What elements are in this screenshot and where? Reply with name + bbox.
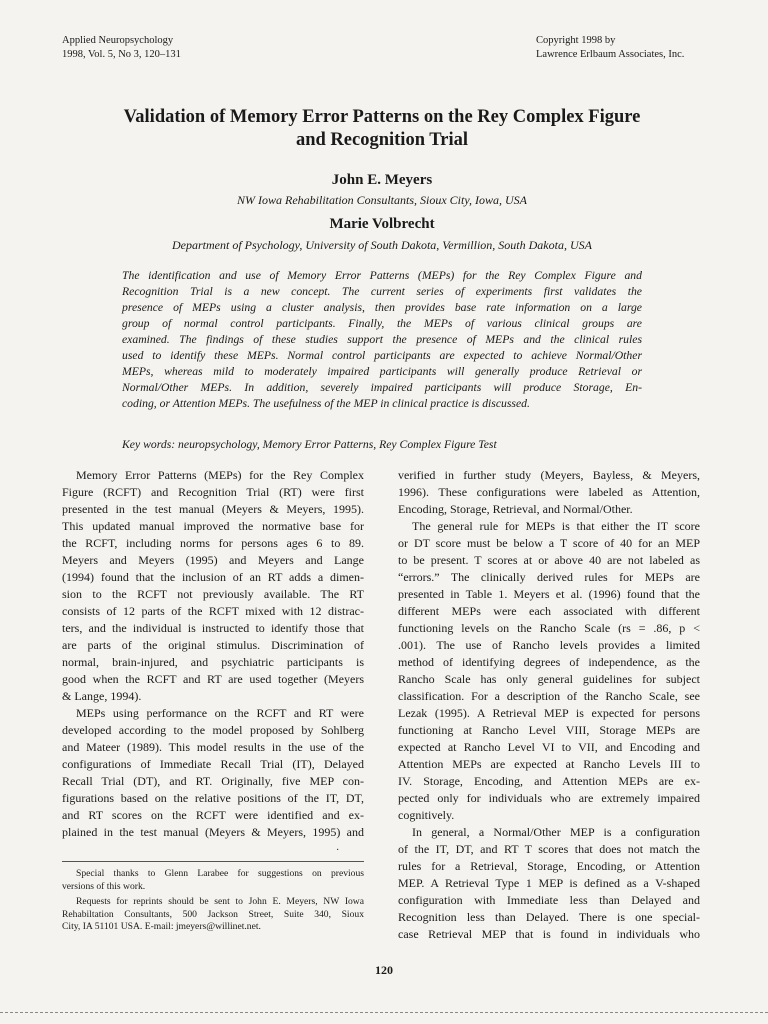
body-line: ters, and the individual is instructed to identify those that xyxy=(62,621,364,635)
stray-mark: · xyxy=(336,845,340,856)
footnotes xyxy=(62,868,364,934)
body-line: pected only for individuals who are extremely impaired xyxy=(398,791,700,805)
body-line: and Mateer (1989). This model results in the use of the xyxy=(62,740,364,754)
body-line: are parts of the original stimulus. Discrimination of xyxy=(62,638,364,652)
journal-name: Applied Neuropsychology xyxy=(62,35,174,46)
body-line: In general, a Normal/Other MEP is a configuration xyxy=(412,825,700,839)
page-number: 120 xyxy=(375,963,393,977)
journal-header-left xyxy=(62,34,181,62)
abstract-line: The identification and use of Memory Error Patterns (MEPs) for the Rey Complex Figure and xyxy=(122,269,642,282)
body-line: presented in the test manual (Meyers & Meyers, 1995). xyxy=(62,502,364,516)
body-line: cognitively. xyxy=(398,808,455,822)
abstract-line: MEPs, whereas mild to moderately impaired participants will generally produce Retrieval or xyxy=(122,365,642,378)
body-line: consists of 12 parts of the RCFT mixed with 12 distrac- xyxy=(62,604,364,618)
title-line-2: and Recognition Trial xyxy=(295,130,468,150)
body-line: MEP. A Retrieval Type 1 MEP is defined as a V-shaped xyxy=(398,876,700,890)
body-line: MEPs using performance on the RCFT and RT were xyxy=(76,706,364,720)
abstract-line: Normal/Other MEPs. In addition, severely impaired participants will produce Storage, En- xyxy=(122,381,642,394)
body-line: presented in Table 1. Meyers et al. (1996) found that the xyxy=(398,587,700,601)
scan-edge-line xyxy=(0,1012,768,1013)
body-line: developed according to the model proposed by Sohlberg xyxy=(62,723,364,737)
body-column-left xyxy=(62,467,364,841)
body-line: the RCFT, including norms for persons ages 6 to 89. xyxy=(62,536,364,550)
body-line: good when the RCFT and RT are used together (Meyers xyxy=(62,672,364,686)
abstract-line: Recognition Trial is a new concept. The current series of experiments first validates the xyxy=(122,285,642,298)
body-line: expected at Rancho Level VI to VII, and Encoding and xyxy=(398,740,700,754)
body-line: Recall Trial (DT), and RT. Originally, five MEP con- xyxy=(62,774,364,788)
body-line: & Lange, 1994). xyxy=(62,689,142,703)
abstract-line: group of normal control participants. Finally, the MEPs of various clinical groups are xyxy=(122,317,642,330)
body-line: verified in further study (Meyers, Bayless, & Meyers, xyxy=(398,468,700,482)
author-name-2: Marie Volbrecht xyxy=(329,216,435,232)
body-line: or DT score must be below a T score of 40 for an MEP xyxy=(398,536,700,550)
body-line: Memory Error Patterns (MEPs) for the Rey Complex xyxy=(76,468,364,482)
copyright-line: Copyright 1998 by xyxy=(536,35,616,46)
body-line: configurations of Immediate Recall Trial (IT), Delayed xyxy=(62,757,364,771)
body-line: to be present. T scores at or above 40 are not labeled as xyxy=(398,553,700,567)
body-line: normal, brain-injured, and psychiatric participants is xyxy=(62,655,364,669)
body-line: plained in the test manual (Meyers & Meyers, 1995) and xyxy=(62,825,364,839)
author-name-1: John E. Meyers xyxy=(331,172,433,188)
body-line: sion to the RCFT not previously available. The RT xyxy=(62,587,364,601)
body-line: (1994) found that the inclusion of an RT adds a dimen- xyxy=(62,570,364,584)
body-line: IV. Storage, Encoding, and Attention MEPs are ex- xyxy=(398,774,700,788)
publisher-line: Lawrence Erlbaum Associates, Inc. xyxy=(536,49,685,60)
body-column-right xyxy=(398,467,700,943)
body-line: case Retrieval MEP that is found in individuals who xyxy=(398,927,700,941)
journal-citation: 1998, Vol. 5, No 3, 120–131 xyxy=(62,49,181,60)
body-line: Encoding, Storage, Retrieval, and Normal/Other. xyxy=(398,502,633,516)
footnote-line: City, IA 51101 USA. E-mail: jmeyers@willinet.net. xyxy=(62,921,261,932)
abstract xyxy=(122,268,642,412)
body-line: classification. For a description of the Rancho Scale, see xyxy=(398,689,700,703)
keywords: Key words: neuropsychology, Memory Error Patterns, Rey Complex Figure Test xyxy=(122,438,497,451)
body-line: rules for a Retrieval, Storage, Encoding, or Attention xyxy=(398,859,700,873)
footnote-divider xyxy=(62,861,364,862)
abstract-line: coding, or Attention MEPs. The usefulness of the MEP in clinical practice is discussed. xyxy=(122,397,530,410)
footnote-line: Special thanks to Glenn Larabee for suggestions on previous xyxy=(76,868,364,879)
body-line: and RT scores on the RCFT were identified and ex- xyxy=(62,808,364,822)
body-line: 1996). These configurations were labeled as Attention, xyxy=(398,485,700,499)
body-line: Recognition less than Delayed. There is one special- xyxy=(398,910,700,924)
abstract-line: examined. The findings of these studies support the presence of MEPs and the clinical rules xyxy=(122,333,642,346)
body-line: figurations based on the relative positions of the IT, DT, xyxy=(62,791,364,805)
article-title xyxy=(62,106,702,152)
author-affiliation-1: NW Iowa Rehabilitation Consultants, Sioux City, Iowa, USA xyxy=(237,193,527,207)
author-affiliation-2: Department of Psychology, University of South Dakota, Vermillion, South Dakota, USA xyxy=(172,238,592,252)
body-line: Meyers and Meyers (1995) and Meyers and Lange xyxy=(62,553,364,567)
body-line: Figure (RCFT) and Recognition Trial (RT) were first xyxy=(62,485,364,499)
body-line: Lezak (1995). A Retrieval MEP is expected for persons xyxy=(398,706,700,720)
body-line: .001). The use of Rancho levels provides a limited xyxy=(398,638,700,652)
abstract-line: presence of MEPs using a cluster analysis, then provides base rate information on a large xyxy=(122,301,642,314)
body-line: The general rule for MEPs is that either the IT score xyxy=(412,519,700,533)
journal-header-right xyxy=(536,34,684,62)
body-line: This updated manual improved the normative base for xyxy=(62,519,364,533)
abstract-line: used to identify these MEPs. Normal control participants are expected to achieve Normal/Other xyxy=(122,349,642,362)
body-line: configuration with Immediate less than Delayed and xyxy=(398,893,700,907)
body-line: method of identifying degrees of independence, as the xyxy=(398,655,700,669)
body-line: different MEPs were each associated with different xyxy=(398,604,700,618)
body-line: functioning levels on the Rancho Scale (rs = .86, p < xyxy=(398,621,700,635)
footnote-line: versions of this work. xyxy=(62,880,146,892)
body-line: functioning at Rancho Level VIII, Storage MEPs are xyxy=(398,723,700,737)
body-line: “errors.” The clinically derived rules for MEPs are xyxy=(398,570,700,584)
body-line: of the IT, DT, and RT T scores that does not match the xyxy=(398,842,700,856)
footnote-line: Requests for reprints should be sent to John E. Meyers, NW Iowa xyxy=(76,896,364,907)
footnote-line: Rehabiltation Consultants, 500 Jackson Street, Suite 340, Sioux xyxy=(62,908,364,920)
body-line: Rancho Scale has only general guidelines for subject xyxy=(398,672,700,686)
title-line-1: Validation of Memory Error Patterns on the Rey Complex Figure xyxy=(123,107,641,127)
body-line: Attention MEPs are expected at Rancho Levels III to xyxy=(398,757,700,771)
